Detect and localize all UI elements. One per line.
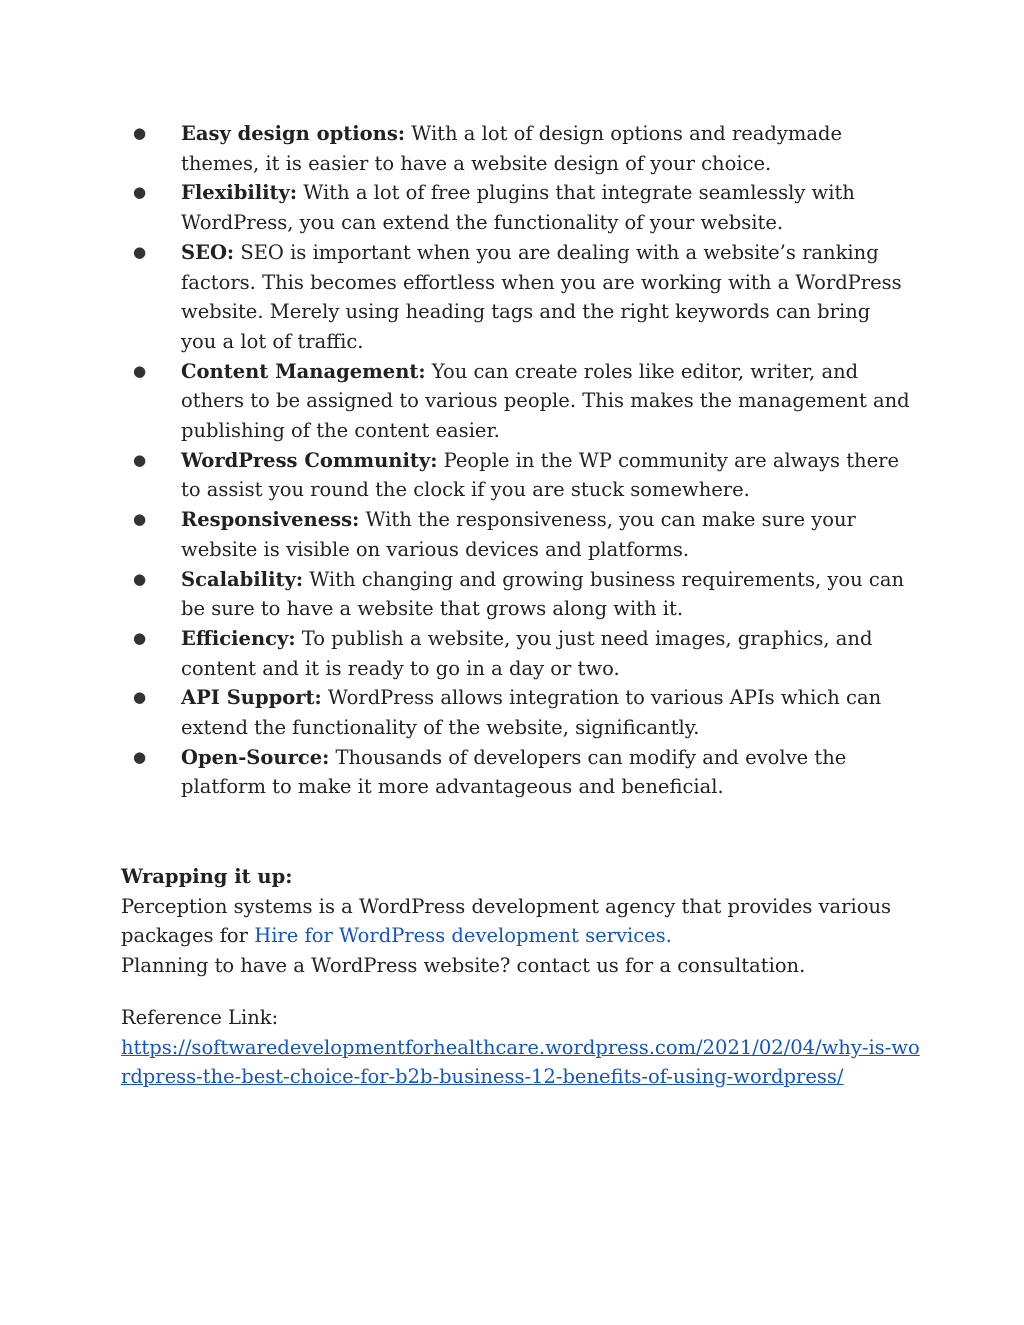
closing-cta-text: Planning to have a WordPress website? contact us for a consultation. [121, 954, 806, 978]
benefit-term: Content Management: [181, 359, 426, 383]
bullet-icon: ● [133, 510, 147, 529]
list-item [121, 743, 911, 802]
benefit-term: API Support: [181, 686, 322, 710]
list-item [121, 119, 911, 178]
benefit-term: SEO: [181, 240, 235, 264]
benefit-term: Easy design options: [181, 122, 406, 145]
bullet-icon: ● [133, 183, 147, 202]
benefit-text: SEO is important when you are dealing with a website’s ranking factors. This becomes effortless when you are working with a WordPress website. Merely using heading tags and the right keywords can bring you a lot of traffic. [181, 240, 902, 353]
benefit-text: You can create roles like editor, writer, and others to be assigned to various people. This makes the management and publishing of the content easier. [181, 359, 910, 443]
list-item [121, 565, 911, 624]
closing-paragraph [121, 892, 921, 951]
benefit-text: WordPress allows integration to various APIs which can extend the functionality of the website, significantly. [181, 686, 882, 740]
benefits-list [121, 119, 911, 802]
list-item [121, 624, 911, 683]
bullet-icon: ● [133, 569, 147, 588]
bullet-icon: ● [133, 450, 147, 469]
services-link[interactable]: Hire for WordPress development services. [254, 924, 672, 948]
benefit-term: Efficiency: [181, 626, 296, 650]
benefit-term: Flexibility: [181, 181, 298, 205]
section-heading: Wrapping it up: [121, 865, 293, 888]
benefit-text: With changing and growing business requirements, you can be sure to have a website that grows along with it. [181, 567, 905, 621]
benefit-term: WordPress Community: [181, 448, 438, 472]
list-item [121, 357, 911, 446]
list-item [121, 238, 911, 357]
benefit-term: Scalability: [181, 567, 304, 591]
list-item [121, 178, 911, 237]
benefit-text: With the responsiveness, you can make sure your website is visible on various devices and platforms. [181, 508, 856, 561]
bullet-icon: ● [133, 688, 147, 707]
benefit-text: Thousands of developers can modify and evolve the platform to make it more advantageous and beneficial. [181, 745, 847, 799]
reference-section [121, 1003, 921, 1092]
list-item [121, 446, 911, 505]
benefit-text: With a lot of design options and readymade themes, it is easier to have a website design of your choice. [181, 122, 843, 175]
bullet-icon: ● [133, 361, 147, 380]
reference-url-link[interactable]: https://softwaredevelopmentforhealthcare.wordpress.com/2021/02/04/why-is-wordpress-the-best-choice-for-b2b-business-12-benefits-of-using-wordpress/ [121, 1035, 920, 1089]
benefit-term: Open-Source: [181, 745, 330, 769]
list-item [121, 505, 911, 564]
list-item [121, 683, 911, 742]
bullet-icon: ● [133, 747, 147, 766]
bullet-icon: ● [133, 628, 147, 647]
closing-section [121, 862, 921, 981]
benefit-term: Responsiveness: [181, 508, 360, 532]
benefit-text: To publish a website, you just need images, graphics, and content and it is ready to go in a day or two. [181, 626, 873, 680]
closing-text: Perception systems is a WordPress development agency that provides various packages for [121, 894, 892, 948]
reference-label: Reference Link: [121, 1006, 279, 1029]
benefit-text: With a lot of free plugins that integrate seamlessly with WordPress, you can extend the functionality of your website. [181, 181, 855, 235]
bullet-icon: ● [133, 242, 147, 261]
bullet-icon: ● [133, 124, 147, 142]
benefit-text: People in the WP community are always there to assist you round the clock if you are stuck somewhere. [181, 448, 900, 502]
